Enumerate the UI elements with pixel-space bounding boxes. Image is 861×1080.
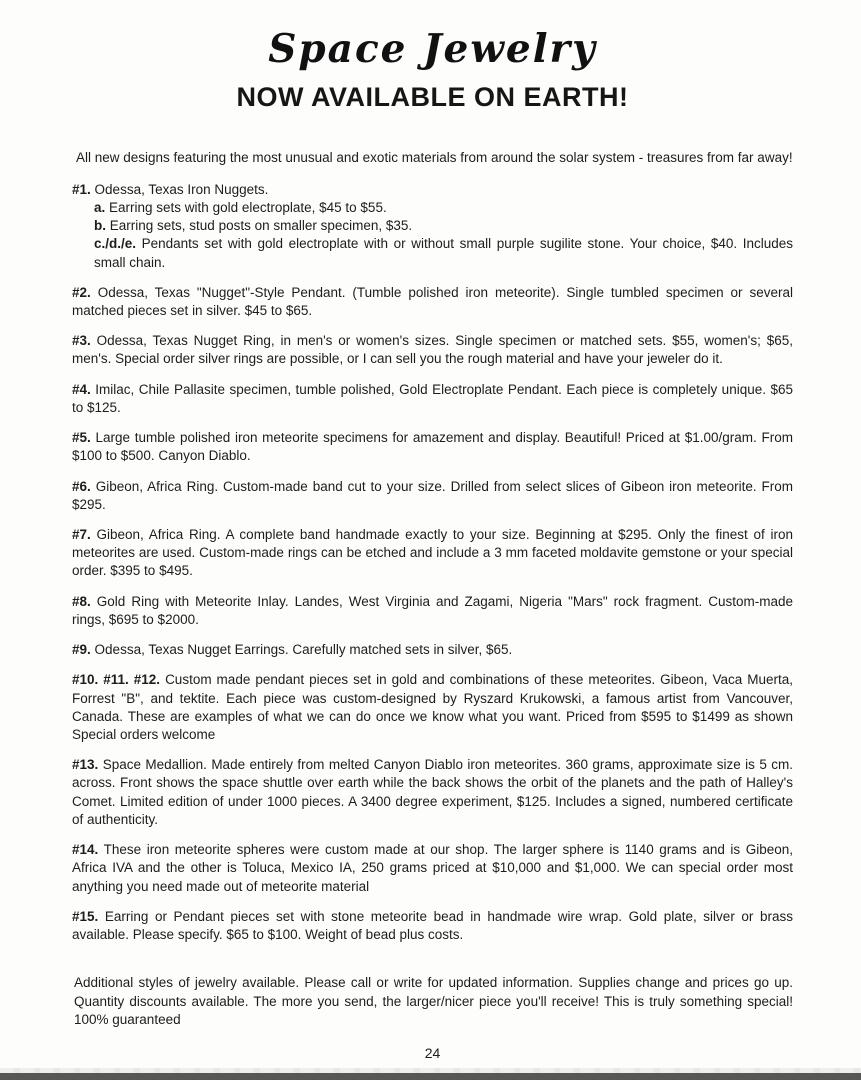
item-marker: #3. [72, 333, 91, 349]
item-marker: #5. [72, 430, 91, 446]
item-text: Odessa, Texas Nugget Ring, in men's or women's sizes. Single specimen or matched sets. $55, women's; $65, men's. Special order silver rings are possible, or I can sell you the rough material and have your jeweler do it. [72, 333, 793, 367]
item-text: Gold Ring with Meteorite Inlay. Landes, West Virginia and Zagami, Nigeria "Mars" rock fragment. Custom-made rings, $695 to $2000. [72, 593, 793, 627]
catalog-item-14 [72, 841, 793, 896]
item-marker: #8. [72, 593, 91, 609]
catalog-item-3 [72, 332, 793, 368]
catalog-item-15 [72, 908, 793, 944]
item-marker: #4. [72, 381, 91, 397]
subitem-marker: b. [94, 218, 106, 234]
catalog-item-13 [72, 756, 793, 829]
footer-paragraph: Additional styles of jewelry available. Please call or write for updated information. Supplies change and prices go up. Quantity discounts available. The more you send, the larger/nicer piece you'll receive! This is truly something special! 100% guaranteed [74, 975, 793, 1028]
item-marker: #6. [72, 478, 91, 494]
item-marker: #13. [72, 757, 99, 773]
item-text: Gibeon, Africa Ring. Custom-made band cut to your size. Drilled from select slices of Gibeon iron meteorite. From $295. [72, 478, 793, 512]
item-text: Imilac, Chile Pallasite specimen, tumble polished, Gold Electroplate Pendant. Each piece is completely unique. $65 to $125. [72, 381, 793, 415]
item-marker: #15. [72, 908, 99, 924]
item-text: Odessa, Texas Iron Nuggets. [94, 181, 269, 197]
page-subtitle: NOW AVAILABLE ON EARTH! [236, 82, 629, 112]
subitem-marker: a. [94, 199, 106, 215]
subitem-text: Earring sets, stud posts on smaller specimen, $35. [109, 218, 413, 234]
item-text: Gibeon, Africa Ring. A complete band handmade exactly to your size. Beginning at $295. Only the finest of iron meteorites are used. Custom-made rings can be etched and include a 3 mm faceted moldavite gemstone or your special order. $395 to $495. [72, 527, 793, 579]
catalog-subitem-b [94, 217, 793, 235]
catalog-item-4 [72, 381, 793, 417]
catalog-item-list [72, 181, 793, 944]
subitem-text: Pendants set with gold electroplate with or without small purple sugilite stone. Your choice, $40. Includes small chain. [94, 236, 793, 270]
item-text: Earring or Pendant pieces set with stone meteorite bead in handmade wire wrap. Gold plate, silver or brass available. Please specify. $65 to $100. Weight of bead plus costs. [72, 908, 793, 942]
catalog-item-2 [72, 284, 793, 320]
page-title: Space Jewelry [268, 26, 597, 72]
catalog-item-8 [72, 593, 793, 629]
page-number: 24 [424, 1045, 441, 1062]
item-marker: #9. [72, 642, 91, 658]
catalog-item-6 [72, 478, 793, 514]
item-text: Odessa, Texas Nugget Earrings. Carefully matched sets in silver, $65. [94, 642, 513, 658]
item-text: These iron meteorite spheres were custom made at our shop. The larger sphere is 1140 grams and is Gibeon, Africa IVA and the other is Toluca, Mexico IA, 250 grams priced at $10,000 and $1,000. We can special order most anything you need made out of meteorite material [72, 842, 793, 894]
catalog-item-heading [72, 181, 793, 199]
catalog-item-1 [72, 181, 793, 272]
scan-edge-dark-bar [0, 1073, 861, 1080]
item-marker: #7. [72, 527, 91, 542]
catalog-item-5 [72, 429, 793, 465]
catalog-subitem-a [94, 199, 793, 217]
catalog-item-7 [72, 526, 793, 581]
catalog-item-9 [72, 641, 793, 659]
subitem-marker: c./d./e. [94, 236, 137, 252]
item-text: Odessa, Texas "Nugget"-Style Pendant. (Tumble polished iron meteorite). Single tumbled specimen or several matched pieces set in silver. $45 to $65. [72, 284, 793, 319]
catalog-subitem-list [72, 199, 793, 272]
item-text: Custom made pendant pieces set in gold and combinations of these meteorites. Gibeon, Vaca Muerta, Forrest "B", and tektite. Each piece was custom-designed by Ryszard Krukowski, a famous artist from Vancouver, Canada. These are examples of what we can do once we know what you want. Priced from $595 to $1499 as shown Special orders welcome [72, 672, 793, 742]
catalog-subitem-cde [94, 235, 793, 271]
item-marker: #14. [72, 842, 99, 858]
subitem-text: Earring sets with gold electroplate, $45 to $55. [109, 199, 387, 215]
item-text: Space Medallion. Made entirely from melted Canyon Diablo iron meteorites. 360 grams, approximate size is 5 cm. across. Front shows the space shuttle over earth while the back shows the orbit of the planets and the path of Halley's Comet. Limited edition of under 1000 pieces. A 3400 degree experiment, $125. Includes a signed, numbered certificate of authenticity. [72, 757, 793, 827]
item-text: Large tumble polished iron meteorite specimens for amazement and display. Beautiful! Priced at $1.00/gram. From $100 to $500. Canyon Diablo. [72, 430, 793, 464]
intro-paragraph: All new designs featuring the most unusual and exotic materials from around the solar system - treasures from far away! [76, 150, 793, 165]
item-marker: #2. [72, 284, 91, 300]
item-marker: #10. #11. #12. [72, 672, 161, 688]
catalog-item-10-11-12 [72, 671, 793, 744]
item-marker: #1. [72, 181, 91, 197]
